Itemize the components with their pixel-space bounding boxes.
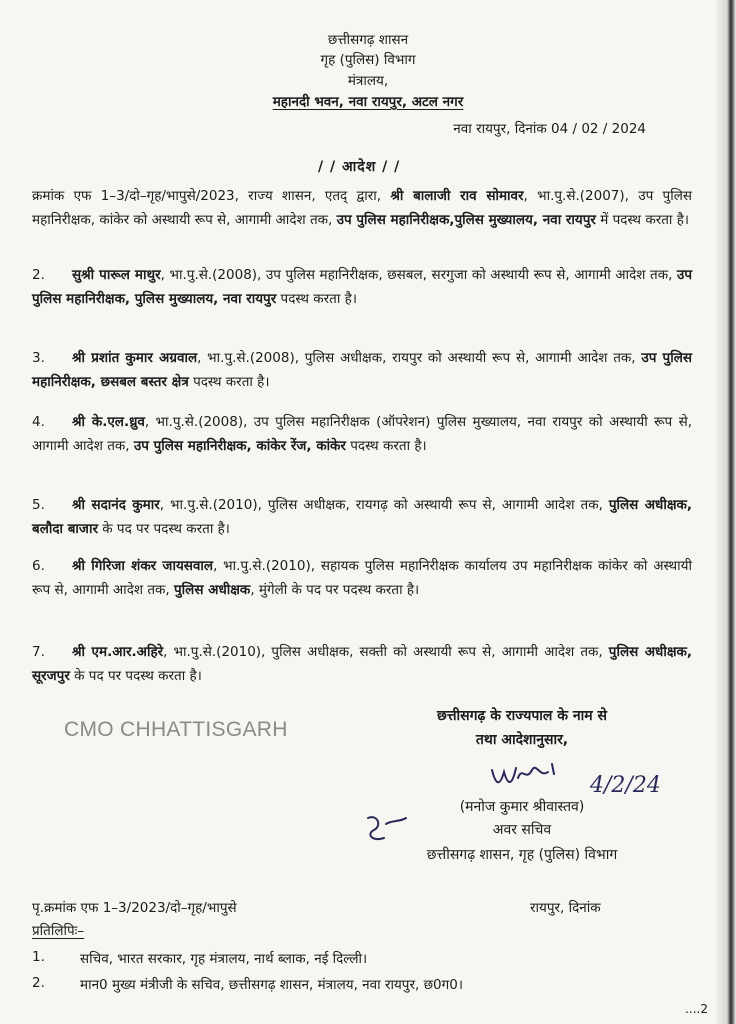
paragraph-body [32,414,692,454]
paragraph-body [32,267,692,307]
body-text: , भा.पु.से.(2010), पुलिस अधीक्षक, सक्ती को अस्थायी रूप से, आगामी आदेश तक, [163,644,609,660]
body-text: , भा.पु.से.(2010), सहायक पुलिस महानिरीक्षक कार्यालय उप महानिरीक्षक कांकेर को अस्थायी रूप से, आगामी आदेश तक, [32,558,692,598]
emphasis-text: श्री प्रशांत कुमार अग्रवाल [72,350,198,366]
copy-item-text: मान0 मुख्य मंत्रीजी के सचिव, छत्तीसगढ़ शासन, मंत्रालय, नवा रायपुर, छ0ग0। [80,977,463,993]
copy-to-label: प्रतिलिपिः– [32,923,85,939]
emphasis-text: पुलिस अधीक्षक [174,582,251,598]
emphasis-text: पुलिस अधीक्षक, बलौदा बाजार [32,497,692,537]
emphasis-text: श्री एम.आर.अहिरे [72,644,164,660]
endorsement-place-date: रायपुर, दिनांक [530,900,601,916]
paragraph-body [32,558,692,598]
paragraph-7 [32,640,692,688]
paragraph-number: 4. [32,414,45,430]
endorsement-reference: पृ.क्रमांक एफ 1–3/2023/दो–गृह/भापुसे [32,900,237,916]
copy-item-number: 1. [32,949,45,965]
emphasis-text: श्री सदानंद कुमार [72,497,160,513]
paragraph-number: 5. [32,497,45,513]
paragraph-number: 2. [32,267,45,283]
watermark: CMO CHHATTISGARH [64,718,288,741]
body-text: में पदस्थ करता है। [595,212,689,228]
header-department: गृह (पुलिस) विभाग [320,52,416,68]
body-text: , भा.पु.से.(2010), पुलिस अधीक्षक, रायगढ़ को अस्थायी रूप से, आगामी आदेश तक, [159,497,609,513]
order-date: नवा रायपुर, दिनांक 04 / 02 / 2024 [453,121,646,137]
paragraph-2 [32,263,692,311]
header-government: छत्तीसगढ़ शासन [327,32,409,48]
handwritten-date-text: 4/2/24 [590,773,661,798]
header-ministry: मंत्रालय, [347,73,389,89]
emphasis-text: उप पुलिस महानिरीक्षक, पुलिस मुख्यालय, नवा रायपुर [32,267,692,307]
body-text: , भा.पु.से.(2007), उप पुलिस महानिरीक्षक, कांकेर को अस्थायी रूप से, आगामी आदेश तक, [32,188,692,228]
paragraph-6 [32,554,692,602]
emphasis-text: सुश्री पारूल माथुर [72,267,161,283]
paragraph-4 [32,410,692,458]
paragraph-number: 6. [32,558,45,574]
signatory-name: (मनोज कुमार श्रीवास्तव) [459,799,585,815]
copy-item-text: सचिव, भारत सरकार, गृह मंत्रालय, नार्थ ब्लाक, नई दिल्ली। [80,951,368,967]
paragraph-body [32,350,692,390]
signatory-designation: अवर सचिव [492,822,552,838]
emphasis-text: श्री बालाजी राव सोमावर [390,188,524,204]
copy-item-number: 2. [32,975,45,991]
emphasis-text: उप पुलिस महानिरीक्षक,पुलिस मुख्यालय, नवा रायपुर [336,212,596,228]
emphasis-text: उप पुलिस महानिरीक्षक, छसबल बस्तर क्षेत्र [32,350,692,390]
body-text: क्रमांक एफ 1–3/दो–गृह/भापुसे/2023, राज्य शासन, एतद् द्वारा, [32,188,391,204]
body-text: , भा.पु.से.(2008), उप पुलिस महानिरीक्षक, छसबल, सरगुजा को अस्थायी रूप से, आगामी आदेश तक, [160,267,677,283]
body-text: के पद पर पदस्थ करता है। [97,521,230,537]
emphasis-text: उप पुलिस महानिरीक्षक, कांकेर रेंज, कांकेर [133,438,346,454]
body-text: पदस्थ करता है। [345,438,427,454]
body-text: के पद पर पदस्थ करता है। [69,668,202,684]
paragraph-1 [32,184,692,232]
initials-mark-icon [362,812,410,848]
body-text: पदस्थ करता है। [188,374,270,390]
paper-edge-shadow [716,0,736,1024]
paragraph-body [32,188,692,228]
signature-authority-line1: छत्तीसगढ़ के राज्यपाल के नाम से [437,708,607,724]
emphasis-text: श्री गिरिजा शंकर जायसवाल [72,558,214,574]
paragraph-body [32,497,692,537]
body-text: , भा.पु.से.(2008), पुलिस अधीक्षक, रायपुर को अस्थायी रूप से, आगामी आदेश तक, [197,350,642,366]
paragraph-3 [32,346,692,394]
signature-authority-line2: तथा आदेशानुसार, [475,732,569,748]
header-address: महानदी भवन, नवा रायपुर, अटल नगर [272,94,464,110]
paragraph-number: 3. [32,350,45,366]
paragraph-number: 7. [32,644,45,660]
body-text: , भा.पु.से.(2008), उप पुलिस महानिरीक्षक (ऑपरेशन) पुलिस मुख्यालय, नवा रायपुर को अस्थायी रूप से, आगामी आदेश तक, [32,414,693,454]
continuation-page-marker: ....2 [685,1002,708,1016]
paragraph-body [32,644,692,684]
body-text: पदस्थ करता है। [276,291,357,307]
signatory-department: छत्तीसगढ़ शासन, गृह (पुलिस) विभाग [426,847,618,863]
emphasis-text: पुलिस अधीक्षक, सूरजपुर [32,644,692,684]
order-title: / / आदेश / / [318,159,401,175]
paragraph-5 [32,493,692,541]
emphasis-text: श्री के.एल.ध्रुव [72,414,145,430]
body-text: , मुंगेली के पद पर पदस्थ करता है। [250,582,420,598]
